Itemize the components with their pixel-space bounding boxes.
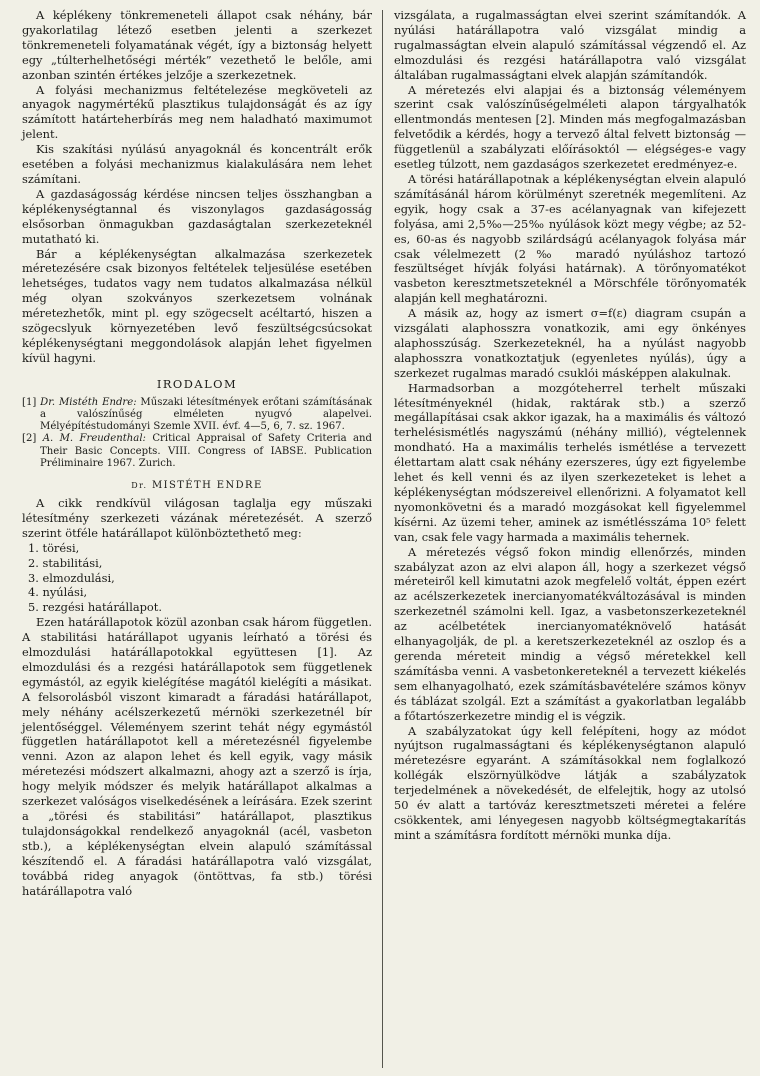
reference-author: A. M. Freudenthal: [42,433,146,445]
paragraph: vizsgálata, a rugalmasságtan elvei szerint számítandók. A nyúlási határállapotra való vizsgálat mindig a rugalmasságtan elvein alapuló számítással végzendő el. Az elmozdulási és rezgési határállapotra való vizsgálat általában rugalmasságtani elvek alapján számítandók. [394,8,746,82]
commentary-author [22,480,372,491]
paragraph: Ezen határállapotok közül azonban csak három független. A stabilitási határállapot ugyanis leírható a törési és elmozdulási határállapotokkal együttesen [1]. Az elmozdulási és a rezgési határállapotok sem függetlenek egymástól, az egyik kielégítése magától kielégíti a másikat. A felsorolásból viszont kimaradt a fáradási határállapot, mely néhány acélszerkezetű mérnöki szerkezetnél bír jelentőséggel. Véleményem szerint tehát négy egymástól független határállapotot kell a méretezésnél figyelembe venni. Azon az alapon lehet és kell egyik, vagy másik méretezési módszert alkalmazni, ahogy azt a szerző is írja, hogy melyik módszer és melyik határállapot alkalmas a szerkezet valóságos viselkedésének a leírására. Ezek szerint a „törési és stabilitási” határállapot, plasztikus tulajdonságokkal rendelkező anyagoknál (acél, vasbeton stb.), a képlékenységtan elvein alapuló számítással készítendő el. A fáradási határállapotra való vizsgálat, továbbá rideg anyagok (öntöttvas, fa stb.) törési határállapotra való [22,615,372,898]
author-name: MISTÉTH ENDRE [152,479,263,491]
paragraph: A folyási mechanizmus feltételezése megköveteli az anyagok nagymértékű plasztikus tulajdonságát és az így számított határteherbírás meg nem haladható maximumot jelent. [22,82,372,142]
reference-number: [2] [22,433,37,445]
reference-item [22,433,372,470]
reference-author: Dr. Mistéth Endre: [40,396,137,408]
paragraph: A szabályzatokat úgy kell felépíteni, hogy az módot nyújtson rugalmasságtani és képlékenységtanon alapuló méretezésre egyaránt. A számításokkal nem foglalkozó kollégák elszörnyülködve látják a szabályzatok terjedelmének a növekedését, de elfelejtik, hogy az utolsó 50 év alatt a tartóváz keresztmetszeti méretei a felére csökkentek, ami lényegesen nagyobb költségmegtakarítás mint a számításra fordított mérnöki munka díja. [394,723,746,842]
paragraph: A másik az, hogy az ismert σ=f(ε) diagram csupán a vizsgálati alaphosszra vonatkozik, ami egy önkényes alaphosszúság. Szerkezeteknél, ha a nyúlást nagyobb alaphosszra vonatkoztatjuk (egyenletes nyúlás), úgy a szerkezet rugalmas maradó csuklói másképpen alakulnak. [394,306,746,380]
reference-list [22,397,372,470]
list-item: 1. törési, [28,540,80,555]
paragraph: A cikk rendkívül világosan taglalja egy műszaki létesítmény szerkezeti vázának méretezését. A szerző szerint ötféle határállapot különböztethető meg: [22,495,372,540]
list-item: 5. rezgési határállapot. [28,600,162,615]
reference-text: Critical Appraisal of Safety Criteria and Their Basic Concepts. VIII. Congress of IABSE. Publication Préliminaire 1967. Zurich. [40,433,372,469]
right-column [394,8,746,843]
reference-text: Műszaki létesítmények erőtani számításának a valószínűség elméleten nyugvó alapelvei. Mélyépítéstudományi Szemle XVII. évf. 4—5, 6, 7. sz. 1967. [40,396,372,433]
list-item: 3. elmozdulási, [28,570,115,585]
column-divider [382,10,383,1068]
paragraph: A törési határállapotnak a képlékenységtan elvein alapuló számításánál három körülményt szeretnék megemlíteni. Az egyik, hogy csak a 37-es acélanyagnak van kifejezett folyása, ami 2,5‰—25‰ nyúlások közt megy végbe; az 52-es, 60-as és nagyobb szilárdságú acélanyagok folyása már csak vélelmezett (2‰ maradó nyúláshoz tartozó feszültséget hívják folyási határnak). A törőnyomatékot vasbeton keresztmetszeteknél a Mörschféle törőnyomaték alapján kell meghatározni. [394,171,746,306]
limit-state-list [22,541,372,616]
paragraph: A méretezés végső fokon mindig ellenőrzés, minden szabályzat azon az elvi alapon áll, hogy a szerkezet végső méreteiről kell kimutatni azok megfelelő voltát, éppen ezért az acélszerkezetek inercianyomatékváltozásával is minden szerkezetnél számolni kell. Igaz, a vasbetonszerkezeteknél az acélbetétek inercianyomatéknövelő hatását elhanyagolják, de pl. a keretszerkezeteknél az oszlop és a gerenda méreteit mindig a végső méretekkel kell számításba venni. A vasbetonkereteknél a tervezett kiékelés sem elhanyagolható, ezek számításbavételére számos könyv és táblázat szolgál. Ezt a számítást a gyakorlatban legalább a főtartószerkezetre mindig el is végzik. [394,544,746,723]
paragraph: A gazdaságosság kérdése nincsen teljes összhangban a képlékenységtannal és viszonylagos gazdaságosság elsősorban önmagukban gazdaságtalan szerkezeteknél mutatható ki. [22,186,372,246]
paragraph: Harmadsorban a mozgóteherrel terhelt műszaki létesítményeknél (hidak, raktárak stb.) a szerző megállapításai csak akkor igazak, ha a maximális és változó terhelésismétlés nagyszámú (néhány millió), végtelennek mondható. Ha a maximális terhelés ismétlése a tervezett élettartam alatt csak néhány ezerszeres, úgy ezt figyelembe lehet és kell venni és az ilyen szerkezeteket is lehet a képlékenységtan módszereivel ellenőrizni. A folyamatot kell nyomonkövetni és a maradó mozgásokat kell figyelemmel kísérni. Az üzemi teher, aminek az ismétlésszáma 10⁵ felett van, csak fele vagy harmada a maximális tehernek. [394,380,746,544]
left-top-paragraphs [22,8,372,366]
list-item: 4. nyúlási, [28,585,88,600]
reference-number: [1] [22,396,37,408]
reference-item [22,397,372,434]
author-prefix: Dr. [131,480,148,490]
paragraph: A képlékeny tönkremeneteli állapot csak néhány, bár gyakorlatilag létező esetben jelenti a szerkezet tönkremeneteli folyamatának végét, így a biztonság helyett egy „túlterhelhetőségi mérték” vezethető le belőle, ami azonban szintén értékes jelzője a szerkezetnek. [22,8,372,82]
list-item: 2. stabilitási, [28,555,103,570]
paragraph: Kis szakítási nyúlású anyagoknál és koncentrált erők esetében a folyási mechanizmus kialakulására nem lehet számítani. [22,142,372,186]
paragraph: Bár a képlékenységtan alkalmazása szerkezetek méretezésére csak bizonyos feltételek teljesülése esetében lehetséges, tudatos vagy nem tudatos alkalmazása nélkül még olyan szokványos szerkezetsem volnának méretezhetők, mint pl. egy szögecselt acéltartó, hiszen a szögecslyuk környezetében levő feszültségcsúcsokat képlékenységtani meggondolások alapján lehet figyelmen kívül hagyni. [22,246,372,365]
paragraph: A méretezés elvi alapjai és a biztonság véleményem szerint csak valószínűségelméleti alapon tárgyalhatók ellentmondás mentesen [2]. Minden más megfogalmazásban felvetődik a kérdés, hogy a tervező által felvett biztonság — függetlenül a szabályzati előírásoktól — elégséges-e vagy esetleg túlzott, nem gazdaságos szerkezetet eredményez-e. [394,82,746,172]
references-heading: IRODALOM [156,376,238,391]
left-column [22,8,372,898]
